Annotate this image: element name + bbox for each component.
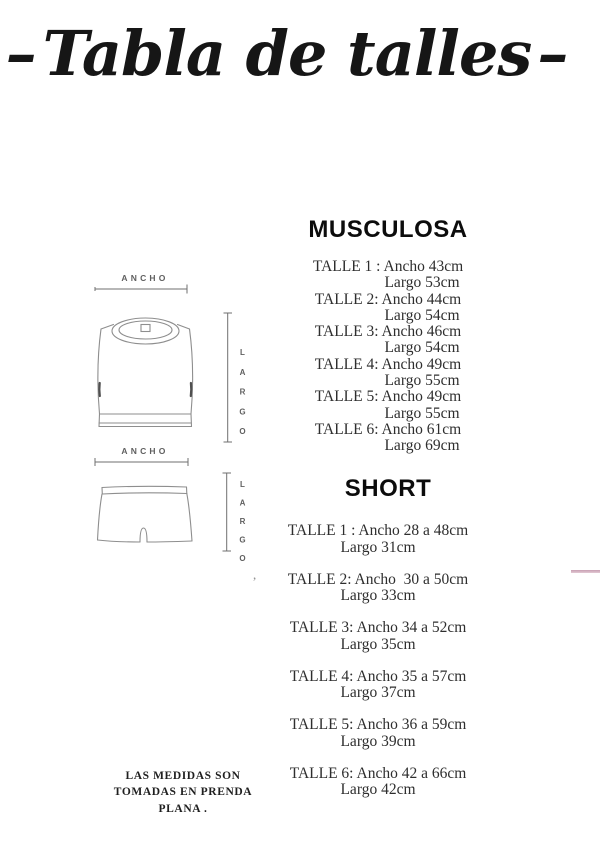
waistband-top bbox=[102, 486, 187, 487]
shorts-sketch bbox=[80, 445, 260, 570]
size-entry bbox=[268, 357, 508, 390]
size-entry bbox=[250, 717, 506, 750]
size-entry bbox=[268, 324, 508, 357]
side-seam-mark-left bbox=[99, 383, 100, 396]
largo-measure-line-bottom bbox=[223, 473, 232, 551]
title-dash-left: – bbox=[5, 17, 37, 90]
size-ancho-line: TALLE 4: Ancho 49cm bbox=[314, 355, 462, 373]
short-heading: SHORT bbox=[344, 475, 432, 502]
ancho-measure-line-bottom bbox=[95, 458, 188, 466]
musculosa-sketch bbox=[80, 260, 260, 450]
collar-inner bbox=[119, 321, 172, 339]
shorts-outline bbox=[98, 486, 193, 542]
size-largo-line: Largo 31cm bbox=[340, 538, 416, 556]
note-line: LAS MEDIDAS SON bbox=[125, 770, 241, 782]
size-largo-line: Largo 69cm bbox=[384, 437, 460, 455]
size-entry bbox=[250, 620, 506, 653]
size-largo-line: Largo 33cm bbox=[340, 587, 416, 604]
size-ancho-line: TALLE 5: Ancho 36 a 59cm bbox=[289, 716, 467, 733]
musculosa-size-list bbox=[268, 259, 508, 455]
size-largo-line: Largo 53cm bbox=[384, 274, 460, 292]
stray-mark: , bbox=[253, 567, 257, 582]
title-dash-right: – bbox=[537, 17, 569, 90]
largo-measure-line-top bbox=[224, 313, 233, 442]
size-entry bbox=[268, 259, 508, 292]
size-largo-line: Largo 35cm bbox=[340, 635, 416, 653]
pink-accent-line bbox=[571, 570, 600, 573]
size-ancho-line: TALLE 5: Ancho 49cm bbox=[314, 388, 462, 406]
ancho-width-label-bottom: ANCHO bbox=[121, 446, 169, 456]
page-title bbox=[0, 18, 587, 90]
musculosa-outline bbox=[98, 318, 193, 427]
size-ancho-line: TALLE 2: Ancho 44cm bbox=[314, 290, 462, 308]
collar-tag bbox=[141, 325, 150, 332]
size-largo-line: Largo 54cm bbox=[384, 339, 460, 357]
largo-length-label-bottom: LARGO bbox=[238, 480, 247, 573]
measurement-note bbox=[103, 768, 263, 817]
largo-length-label-top: LARGO bbox=[238, 348, 247, 447]
size-entry bbox=[250, 766, 506, 799]
size-largo-line: Largo 39cm bbox=[340, 732, 416, 750]
size-entry bbox=[250, 523, 506, 556]
ancho-measure-line-top bbox=[95, 285, 187, 294]
note-line: PLANA . bbox=[158, 802, 208, 815]
waistband-bottom bbox=[102, 493, 187, 494]
ancho-width-label-top: ANCHO bbox=[121, 273, 169, 283]
size-entry bbox=[250, 572, 506, 605]
size-ancho-line: TALLE 3: Ancho 34 a 52cm bbox=[289, 619, 467, 636]
note-line: TOMADAS EN PRENDA bbox=[113, 786, 253, 799]
size-largo-line: Largo 55cm bbox=[384, 372, 460, 390]
size-entry bbox=[250, 669, 506, 702]
size-ancho-line: TALLE 3: Ancho 46cm bbox=[314, 323, 462, 341]
size-ancho-line: TALLE 1 : Ancho 43cm bbox=[312, 258, 464, 275]
page-title-text: Tabla de talles bbox=[42, 17, 532, 90]
size-largo-line: Largo 42cm bbox=[340, 781, 416, 798]
side-seam-mark-right bbox=[191, 383, 192, 396]
size-entry bbox=[268, 292, 508, 325]
size-ancho-line: TALLE 2: Ancho 30 a 50cm bbox=[287, 570, 469, 588]
size-ancho-line: TALLE 6: Ancho 42 a 66cm bbox=[289, 764, 467, 782]
size-entry bbox=[268, 422, 508, 455]
size-ancho-line: TALLE 1 : Ancho 28 a 48cm bbox=[287, 522, 469, 539]
size-largo-line: Largo 37cm bbox=[340, 684, 416, 701]
size-largo-line: Largo 55cm bbox=[384, 404, 460, 422]
size-ancho-line: TALLE 6: Ancho 61cm bbox=[314, 420, 462, 438]
size-largo-line: Largo 54cm bbox=[384, 306, 460, 324]
size-ancho-line: TALLE 4: Ancho 35 a 57cm bbox=[289, 667, 467, 685]
inseam-notch bbox=[140, 528, 147, 542]
short-size-list bbox=[250, 523, 506, 814]
size-entry bbox=[268, 389, 508, 422]
musculosa-heading: MUSCULOSA bbox=[308, 216, 468, 243]
